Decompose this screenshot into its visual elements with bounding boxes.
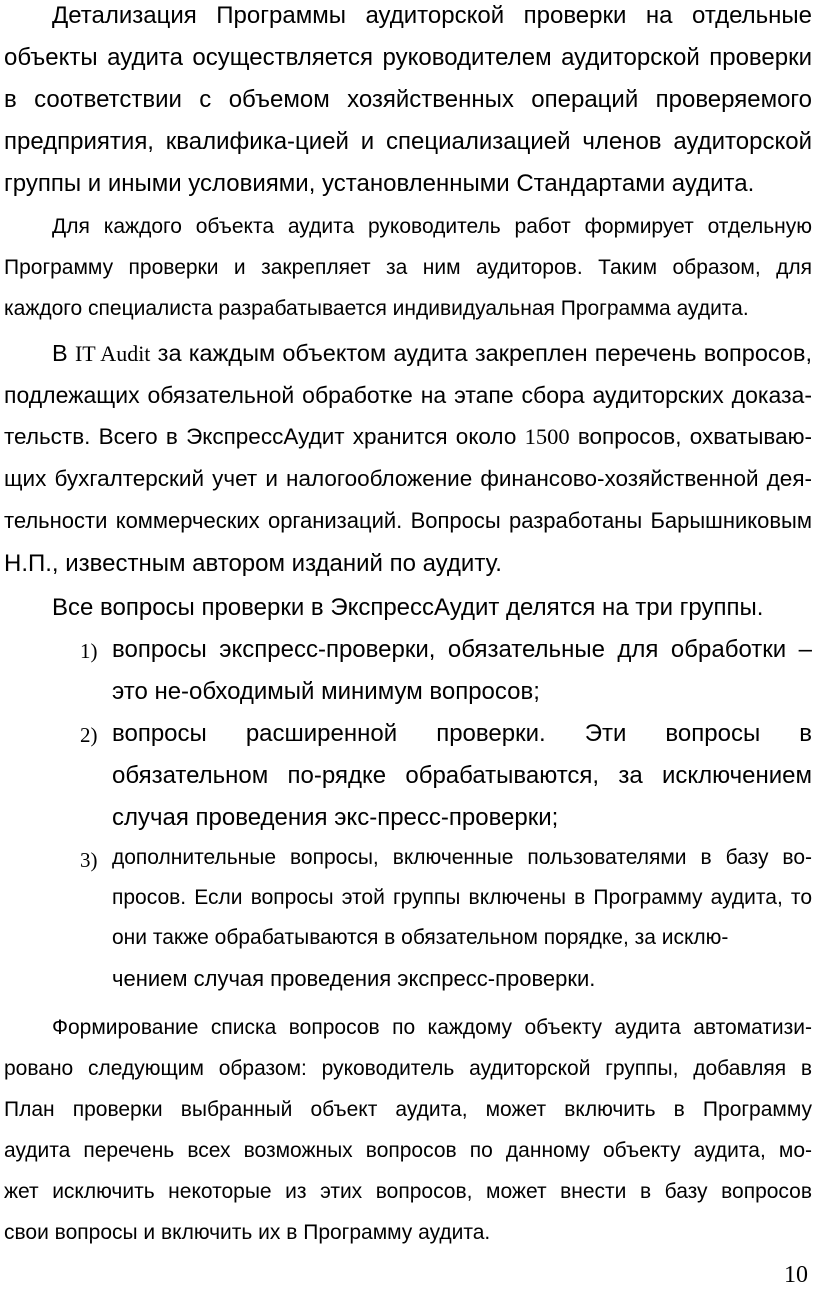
text-line: предприятия, квалифика-цией и специализацией членов аудиторской: [4, 128, 812, 155]
text-line: В IT Audit за каждым объектом аудита закреплен перечень вопросов,: [52, 340, 812, 366]
it-audit-name: IT Audit: [74, 341, 151, 366]
text-line: они также обрабатываются в обязательном порядке, за исклю-: [112, 926, 729, 949]
question-count: 1500: [524, 424, 570, 449]
text-line: тельности коммерческих организаций. Вопросы разработаны Барышниковым: [4, 508, 812, 533]
list-intro: Все вопросы проверки в ЭкспрессАудит делятся на три группы.: [52, 594, 764, 621]
text-line: аудита перечень всех возможных вопросов по данному объекту аудита, мо-: [4, 1139, 812, 1162]
text-line: Н.П., известным автором изданий по аудиту.: [4, 550, 502, 577]
text-line: ровано следующим образом: руководитель аудиторской группы, добавляя в: [4, 1057, 812, 1080]
text-line: группы и иными условиями, установленными Стандартами аудита.: [4, 170, 755, 197]
list-number: 2): [80, 723, 98, 747]
text-line: Детализация Программы аудиторской проверки на отдельные: [52, 2, 812, 29]
text-line: тельств. Всего в ЭкспрессАудит хранится около 1500 вопросов, охватываю-: [4, 424, 812, 449]
text-line: просов. Если вопросы этой группы включены в Программу аудита, то: [112, 886, 812, 909]
text-line: дополнительные вопросы, включенные пользователями в базу во-: [112, 846, 812, 869]
text-line: вопросы экспресс-проверки, обязательные для обработки –: [112, 636, 812, 663]
text-line: объекты аудита осуществляется руководителем аудиторской проверки: [4, 44, 812, 71]
list-number: 3): [80, 848, 98, 872]
text-line: обязательном по-рядке обрабатываются, за исключением: [112, 762, 812, 789]
text-line: чением случая проведения экспресс-проверки.: [112, 966, 596, 991]
text-line: План проверки выбранный объект аудита, может включить в Программу: [4, 1098, 812, 1121]
text-line: случая проведения экс-пресс-проверки;: [112, 804, 559, 831]
text-line: щих бухгалтерский учет и налогообложение финансово-хозяйственной дея-: [4, 466, 812, 491]
text-line: вопросы расширенной проверки. Эти вопросы в: [112, 720, 812, 747]
text-line: Формирование списка вопросов по каждому объекту аудита автоматизи-: [52, 1016, 812, 1039]
text-line: Для каждого объекта аудита руководитель работ формирует отдельную: [52, 215, 812, 238]
page-number: 10: [784, 1262, 808, 1288]
text-line: свои вопросы и включить их в Программу аудита.: [4, 1221, 491, 1244]
text-line: в соответствии с объемом хозяйственных операций проверяемого: [4, 86, 812, 113]
text-line: жет исключить некоторые из этих вопросов, может внести в базу вопросов: [4, 1180, 812, 1203]
text-line: это не-обходимый минимум вопросов;: [112, 678, 540, 705]
text-line: каждого специалиста разрабатывается индивидуальная Программа аудита.: [4, 297, 749, 320]
text-line: Программу проверки и закрепляет за ним аудиторов. Таким образом, для: [4, 256, 812, 279]
text-line: подлежащих обязательной обработке на этапе сбора аудиторских доказа-: [4, 382, 812, 408]
list-number: 1): [80, 639, 98, 663]
